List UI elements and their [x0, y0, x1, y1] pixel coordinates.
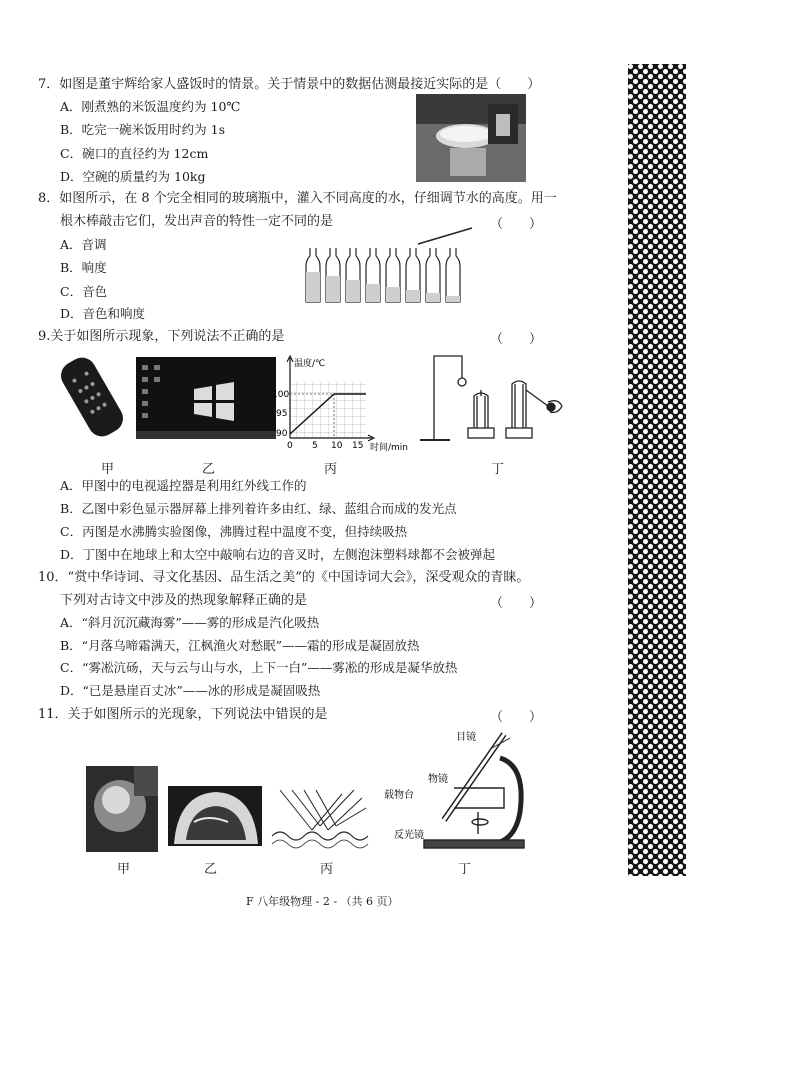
q7-option-b: B．吃完一碗米饭用时约为 1s — [60, 122, 226, 137]
q9-caption-ding: 丁 — [491, 462, 505, 477]
q11-caption-bing: 丙 — [320, 862, 334, 877]
q11-stem: 11．关于如图所示的光现象，下列说法中错误的是 — [38, 707, 328, 722]
q10-stem-line1: 10．“赏中华诗词、寻文化基因、品生活之美”的《中国诗词大会》，深受观众的青睐。 — [38, 570, 530, 585]
y-tick: 95 — [276, 409, 288, 419]
x-tick: 15 — [352, 441, 364, 451]
q11-reflection-diagram-bing — [270, 786, 370, 852]
bottle — [426, 248, 440, 302]
label-objective: 物镜 — [428, 774, 448, 785]
bottle — [386, 248, 400, 302]
q11-microscope-ding — [384, 728, 534, 854]
q9-option-a: A．甲图中的电视遥控器是利用红外线工作的 — [60, 478, 307, 493]
q9-option-c: C．丙图是水沸腾实验图像，沸腾过程中温度不变，但持续吸热 — [60, 524, 408, 539]
q7-option-d: D．空碗的质量约为 10kg — [60, 169, 206, 184]
q8-answer-paren: （ ） — [490, 217, 543, 232]
bottle — [446, 248, 460, 302]
q11-caption-jia: 甲 — [117, 862, 131, 877]
q7-option-a: A．刚煮熟的米饭温度约为 10℃ — [60, 99, 241, 114]
graph-x-label: 时间/min — [370, 443, 409, 452]
label-stage: 载物台 — [384, 790, 414, 801]
q8-option-b: B．响度 — [60, 260, 107, 275]
q9-caption-yi: 乙 — [202, 462, 216, 477]
q7-photo-serving-rice — [416, 94, 526, 182]
page-footer: F 八年级物理 - 2 - （共 6 页） — [246, 895, 399, 908]
x-tick: 10 — [331, 441, 343, 451]
x-tick: 5 — [312, 441, 318, 451]
q9-remote-control-figure — [52, 352, 132, 442]
q10-stem-line2: 下列对古诗文中涉及的热现象解释正确的是 — [60, 593, 308, 608]
q10-option-c: C．“雾凇沆砀，天与云与山与水，上下一白”——雾凇的形成是凝华放热 — [60, 660, 458, 675]
bottle — [326, 248, 340, 302]
q9-tuning-fork-figure — [416, 350, 566, 446]
q9-caption-jia: 甲 — [101, 462, 115, 477]
q9-stem: 9.关于如图所示现象，下列说法不正确的是 — [38, 329, 285, 344]
bottle — [366, 248, 380, 302]
q10-option-b: B．“月落乌啼霜满天，江枫渔火对愁眠”——霜的形成是凝固放热 — [60, 638, 420, 653]
bottle — [406, 248, 420, 302]
q9-monitor-figure — [136, 357, 276, 439]
q8-stem-line1: 8．如图所示，在 8 个完全相同的玻璃瓶中，灌入不同高度的水，仔细调节水的高度。用一 — [38, 191, 557, 206]
q8-option-c: C．音色 — [60, 284, 108, 299]
q11-answer-paren: （ ） — [490, 710, 543, 725]
y-tick: 100 — [272, 390, 290, 400]
decorative-border — [628, 64, 686, 876]
q11-caption-yi: 乙 — [204, 862, 218, 877]
q11-photo-yi — [168, 786, 262, 846]
q10-answer-paren: （ ） — [490, 596, 543, 611]
q10-option-d: D．“已是悬崖百丈冰”——冰的形成是凝固吸热 — [60, 683, 321, 698]
bottle — [306, 248, 320, 302]
q8-stem-line2: 根木棒敲击它们，发出声音的特性一定不同的是 — [60, 214, 334, 229]
label-eyepiece: 目镜 — [456, 732, 476, 743]
q9-boiling-graph — [272, 352, 422, 452]
graph-y-label: 温度/℃ — [294, 359, 326, 369]
q8-option-a: A．音调 — [60, 237, 107, 252]
q10-option-a: A．“斜月沉沉藏海雾”——雾的形成是汽化吸热 — [60, 615, 320, 630]
y-tick: 90 — [276, 429, 288, 439]
q11-caption-ding: 丁 — [458, 862, 472, 877]
bottle — [346, 248, 360, 302]
q8-bottles-figure — [300, 226, 480, 312]
q9-answer-paren: （ ） — [490, 332, 543, 347]
q8-option-d: D．音色和响度 — [60, 306, 146, 321]
label-mirror: 反光镜 — [394, 830, 424, 841]
q7-stem: 7．如图是董宇辉给家人盛饭时的情景。关于情景中的数据估测最接近实际的是（ ） — [38, 77, 541, 92]
q7-option-c: C．碗口的直径约为 12cm — [60, 146, 209, 161]
x-tick: 0 — [287, 441, 293, 451]
q9-option-b: B．乙图中彩色显示器屏幕上排列着许多由红、绿、蓝组合而成的发光点 — [60, 501, 457, 516]
q11-photo-jia — [86, 766, 158, 852]
q9-caption-bing: 丙 — [324, 462, 338, 477]
q9-option-d: D．丁图中在地球上和太空中敲响右边的音叉时，左侧泡沫塑料球都不会被弹起 — [60, 547, 496, 562]
wooden-stick — [418, 228, 472, 244]
